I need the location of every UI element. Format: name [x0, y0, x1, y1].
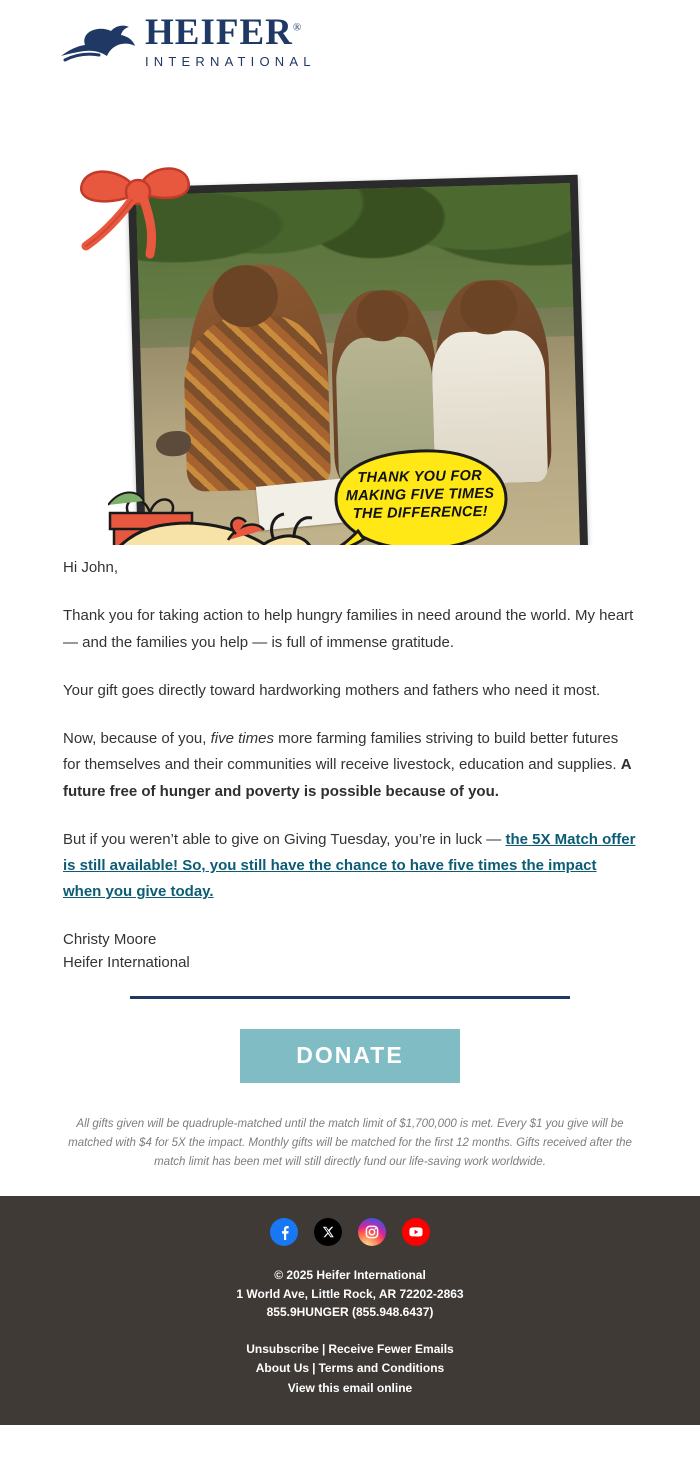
x-twitter-icon[interactable] [314, 1218, 342, 1246]
p4-part-a: But if you weren’t able to give on Giving Tuesday, you’re in luck — [63, 830, 506, 848]
footer-separator-2: | [312, 1361, 316, 1376]
footer-links [0, 1340, 700, 1399]
paragraph-4 [63, 827, 637, 906]
speech-bubble-text [342, 467, 499, 524]
terms-and-conditions-link[interactable]: Terms and Conditions [318, 1361, 445, 1376]
youtube-icon[interactable] [402, 1218, 430, 1246]
signature-name: Christy Moore [63, 930, 157, 948]
p3-part-b: more farming families striving to build better futures for themselves and their communities will receive livestock, education and supplies. [63, 730, 621, 774]
brand-logo[interactable] [0, 14, 700, 69]
facebook-icon[interactable] [270, 1218, 298, 1246]
match-offer-link[interactable]: the 5X Match offer is still available! So, you still have the chance to have five times the impact when you give today. [63, 830, 636, 901]
paragraph-3 [63, 726, 637, 805]
brand-name-bottom: INTERNATIONAL [145, 54, 316, 69]
goat-illustration-icon [88, 470, 338, 545]
paragraph-1: Thank you for taking action to help hungry families in need around the world. My heart — and the families you help — is full of immense gratitude. [63, 607, 634, 651]
match-disclaimer: All gifts given will be quadruple-matched until the match limit of $1,700,000 is met. Every $1 you give will be matched with $4 for 5X the impact. Monthly gifts will be matched for the first 12 months. Gifts received after the match limit has been met will still directly fund our life-saving work worldwide. [68, 1118, 632, 1168]
p3-emphasis: five times [210, 730, 274, 747]
letter-body [0, 545, 700, 974]
social-links [0, 1218, 700, 1246]
footer-copyright: © 2025 Heifer International [274, 1267, 426, 1282]
photo-mother-dress [183, 314, 331, 493]
cta-section [0, 999, 700, 1093]
signature-org: Heifer International [63, 953, 190, 971]
instagram-icon[interactable] [358, 1218, 386, 1246]
unsubscribe-link[interactable]: Unsubscribe [246, 1341, 319, 1356]
footer-address: 1 World Ave, Little Rock, AR 72202-2863 [236, 1286, 464, 1301]
p3-part-a: Now, because of you, [63, 730, 211, 747]
bubble-line-2: MAKING FIVE TIMES [345, 485, 495, 505]
donate-button[interactable]: DONATE [240, 1029, 459, 1083]
p3-bold: A future free of hunger and poverty is possible because of you. [63, 756, 632, 800]
footer-link-row-2 [0, 1359, 700, 1379]
footer-phone: 855.9HUNGER (855.948.6437) [266, 1305, 434, 1320]
paragraph-2: Your gift goes directly toward hardworking mothers and fathers who need it most. [63, 681, 601, 699]
bubble-line-3: THE DIFFERENCE! [352, 504, 488, 523]
brand-wordmark [145, 14, 316, 69]
registered-mark: ® [292, 21, 303, 34]
greeting: Hi John, [63, 559, 119, 576]
footer-link-row-3 [0, 1379, 700, 1399]
view-email-online-link[interactable]: View this email online [287, 1381, 413, 1396]
receive-fewer-emails-link[interactable]: Receive Fewer Emails [328, 1341, 454, 1356]
footer-separator-1: | [321, 1341, 326, 1356]
red-bow-icon [70, 160, 220, 260]
email-header [0, 0, 700, 75]
hero-image [0, 75, 700, 545]
bubble-line-1: THANK YOU FOR [357, 467, 483, 487]
heifer-cow-logo-icon [55, 16, 141, 68]
about-us-link[interactable]: About Us [255, 1361, 310, 1376]
email-footer [0, 1196, 700, 1425]
footer-address-block [0, 1266, 700, 1322]
photo-hen [156, 430, 191, 456]
brand-name-top: HEIFER® [145, 12, 303, 53]
footer-link-row-1 [0, 1340, 700, 1360]
